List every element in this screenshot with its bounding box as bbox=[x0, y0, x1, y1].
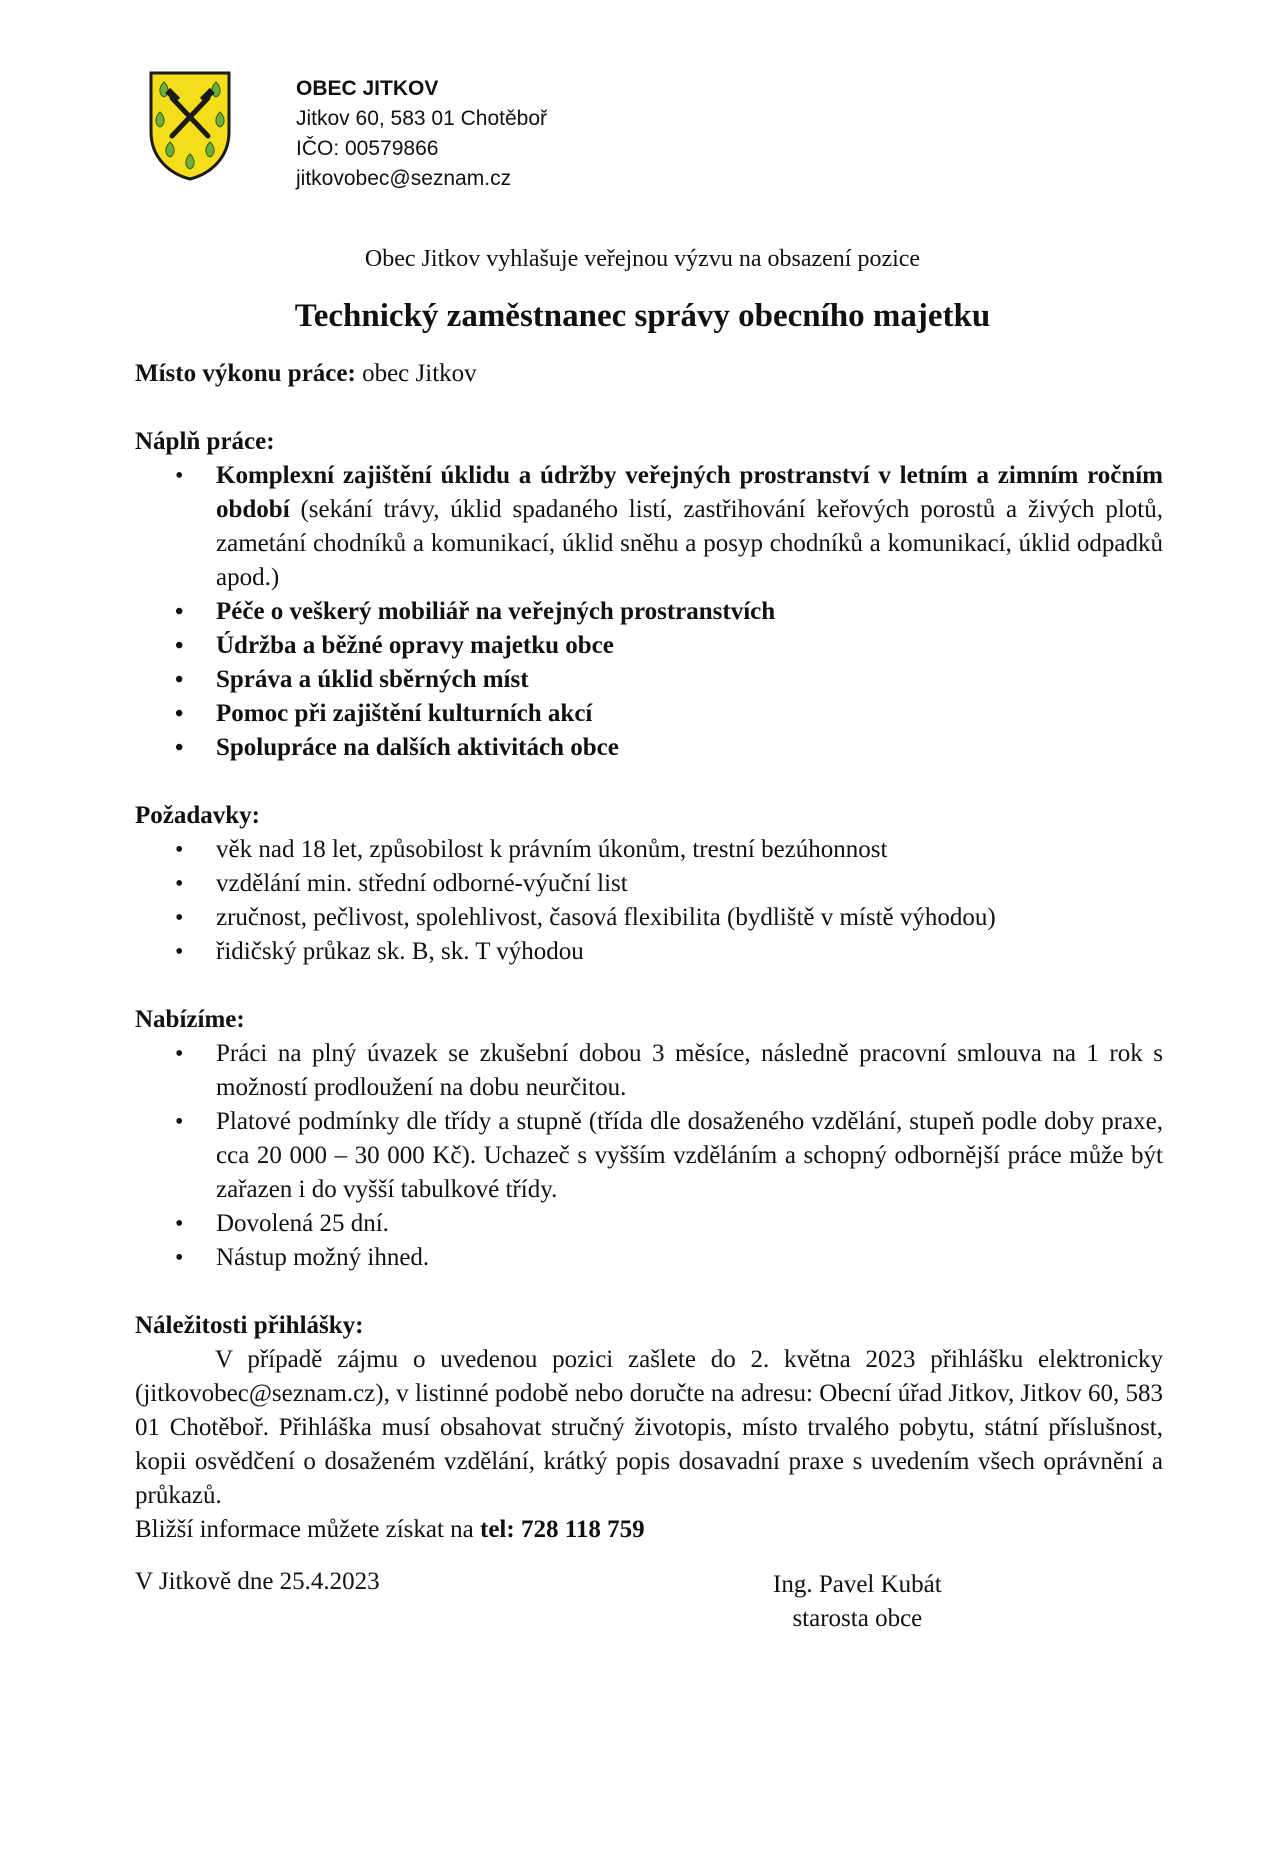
org-address: Jitkov 60, 583 01 Chotěboř bbox=[296, 107, 547, 130]
document-body bbox=[135, 357, 1163, 1547]
requirements-section bbox=[135, 799, 1163, 969]
document-title: Technický zaměstnanec správy obecního majetku bbox=[294, 298, 991, 334]
list-item: • Péče o veškerý mobiliář na veřejných prostranstvích bbox=[135, 595, 1163, 629]
duty-main-detail: (sekání trávy, úklid spadaného listí, zastřihování keřových porostů a živých plotů, zametání chodníků a komunikací, úklid sněhu a posyp chodníků a komunikací, úklid odpadků apod.) bbox=[216, 496, 1163, 591]
list-item: • Nástup možný ihned. bbox=[135, 1241, 1163, 1275]
workplace-label: Místo výkonu práce: bbox=[135, 360, 356, 387]
contact-text: Bližší informace můžete získat na bbox=[135, 1516, 481, 1543]
signer-name: Ing. Pavel Kubát bbox=[773, 1571, 942, 1598]
list-item: • Dovolená 25 dní. bbox=[135, 1207, 1163, 1241]
application-heading: Náležitosti přihlášky: bbox=[135, 1312, 364, 1339]
requirements-heading: Požadavky: bbox=[135, 802, 260, 829]
intro-line: Obec Jitkov vyhlašuje veřejnou výzvu na obsazení pozice bbox=[364, 246, 921, 272]
signer bbox=[773, 1568, 942, 1636]
issue-date: V Jitkově dne 25.4.2023 bbox=[135, 1568, 380, 1595]
list-item: • vzdělání min. střední odborné-výuční list bbox=[135, 867, 1163, 901]
offer-heading: Nabízíme: bbox=[135, 1006, 245, 1033]
list-item bbox=[135, 459, 1163, 595]
list-item: • Platové podmínky dle třídy a stupně (třída dle dosaženého vzdělání, stupeň podle doby praxe, cca 20 000 – 30 000 Kč). Uchazeč s vyšším vzděláním a schopný odbornější práce může být zařazen i do vyšší tabulkové třídy. bbox=[135, 1105, 1163, 1207]
offer-section bbox=[135, 1003, 1163, 1275]
offer-list bbox=[135, 1037, 1163, 1275]
letterhead bbox=[296, 74, 547, 194]
list-item: • Pomoc při zajištění kulturních akcí bbox=[135, 697, 1163, 731]
list-item: • Spolupráce na dalších aktivitách obce bbox=[135, 731, 1163, 765]
list-item: • věk nad 18 let, způsobilost k právním úkonům, trestní bezúhonnost bbox=[135, 833, 1163, 867]
list-item: • řidičský průkaz sk. B, sk. T výhodou bbox=[135, 935, 1163, 969]
workplace-section bbox=[135, 357, 1163, 391]
duties-list bbox=[135, 459, 1163, 765]
application-section bbox=[135, 1309, 1163, 1547]
signature-block bbox=[135, 1568, 1163, 1648]
org-ico: IČO: 00579866 bbox=[296, 137, 439, 160]
duties-section bbox=[135, 425, 1163, 765]
municipal-crest-icon bbox=[148, 70, 232, 182]
org-email[interactable]: jitkovobec@seznam.cz bbox=[296, 167, 512, 190]
list-item: • Správa a úklid sběrných míst bbox=[135, 663, 1163, 697]
org-name: OBEC JITKOV bbox=[296, 77, 439, 100]
duty-main: Komplexní zajištění úklidu a údržby veřejných prostranství v letním a zimním ročním období bbox=[216, 462, 1163, 523]
signer-title: starosta obce bbox=[792, 1605, 923, 1632]
contact-phone[interactable]: tel: 728 118 759 bbox=[480, 1516, 645, 1543]
requirements-list bbox=[135, 833, 1163, 969]
list-item: • zručnost, pečlivost, spolehlivost, časová flexibilita (bydliště v místě výhodou) bbox=[135, 901, 1163, 935]
contact-line bbox=[135, 1513, 1163, 1547]
list-item: • Práci na plný úvazek se zkušební dobou 3 měsíce, následně pracovní smlouva na 1 rok s možností prodloužení na dobu neurčitou. bbox=[135, 1037, 1163, 1105]
duties-heading: Náplň práce: bbox=[135, 428, 275, 455]
application-text: V případě zájmu o uvedenou pozici zašlete do 2. května 2023 přihlášku elektronicky (jitkovobec@seznam.cz), v listinné podobě nebo doručte na adresu: Obecní úřad Jitkov, Jitkov 60, 583 01 Chotěboř. Přihláška musí obsahovat stručný životopis, místo trvalého pobytu, státní příslušnost, kopii osvědčení o dosaženém vzdělání, krátký popis dosavadní praxe s uvedením všech oprávnění a průkazů. bbox=[135, 1346, 1163, 1509]
list-item: • Údržba a běžné opravy majetku obce bbox=[135, 629, 1163, 663]
workplace-value: obec Jitkov bbox=[355, 360, 477, 387]
